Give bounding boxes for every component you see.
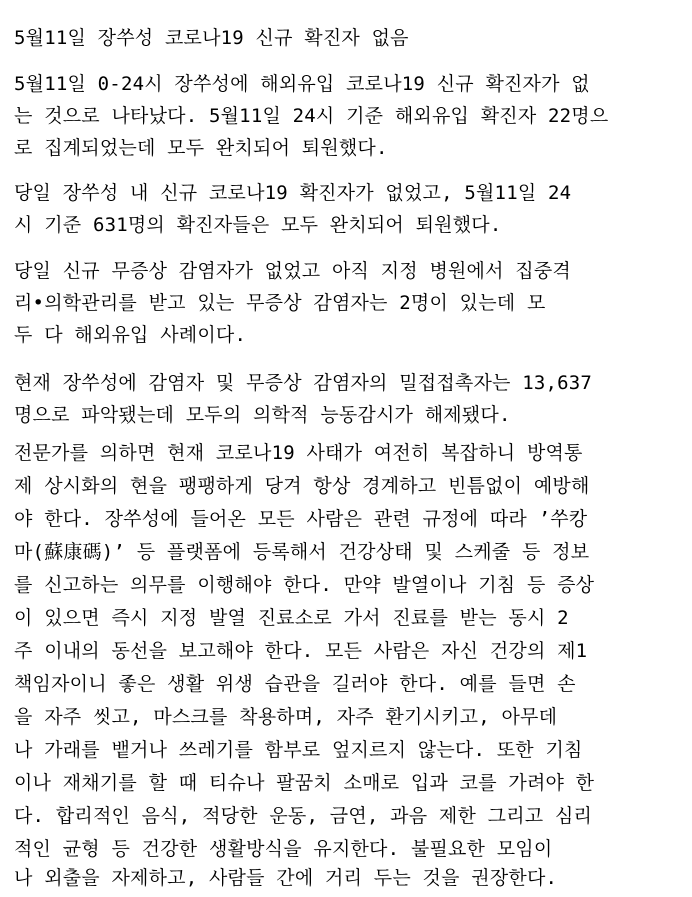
paragraph-line: 현재 장쑤성에 감염자 및 무증상 감염자의 밀접접촉자는 13,637 xyxy=(14,372,593,394)
paragraph-line: 나 가래를 뱉거나 쓰레기를 함부로 엎지르지 않는다. 또한 기침 xyxy=(14,739,583,761)
paragraph-line: 제 상시화의 현을 팽팽하게 당겨 항상 경계하고 빈틈없이 예방해 xyxy=(14,475,590,497)
paragraph-line: 시 기준 631명의 확진자들은 모두 완치되어 퇴원했다. xyxy=(14,214,502,236)
paragraph-line: 두 다 해외유입 사례이다. xyxy=(14,324,247,346)
paragraph-line: 명으로 파악됐는데 모두의 의학적 능동감시가 해제됐다. xyxy=(14,404,511,426)
paragraph-line: 를 신고하는 의무를 이행해야 한다. 만약 발열이나 기침 등 증상 xyxy=(14,574,595,596)
paragraph-line: 로 집계되었는데 모두 완치되어 퇴원했다. xyxy=(14,137,388,159)
paragraph-line: 이나 재채기를 할 때 티슈나 팔꿈치 소매로 입과 코를 가려야 한 xyxy=(14,772,595,794)
paragraph-line: 야 한다. 장쑤성에 들어온 모든 사람은 관련 규정에 따라 ’쑤캉 xyxy=(14,508,588,530)
paragraph-line: 마(蘇康碼)’ 등 플랫폼에 등록해서 건강상태 및 스케줄 등 정보 xyxy=(14,541,590,563)
paragraph-line: 적인 균형 등 건강한 생활방식을 유지한다. 불필요한 모임이 xyxy=(14,838,553,860)
paragraph-line: 는 것으로 나타났다. 5월11일 24시 기준 해외유입 확진자 22명으 xyxy=(14,105,609,127)
paragraph-line: 리•의학관리를 받고 있는 무증상 감염자는 2명이 있는데 모 xyxy=(14,292,546,314)
paragraph-line: 나 외출을 자제하고, 사람들 간에 거리 두는 것을 권장한다. xyxy=(14,867,558,889)
paragraph-line: 5월11일 0-24시 장쑤성에 해외유입 코로나19 신규 확진자가 없 xyxy=(14,73,590,95)
paragraph-line: 이 있으면 즉시 지정 발열 진료소로 가서 진료를 받는 동시 2 xyxy=(14,607,569,629)
paragraph-line: 다. 합리적인 음식, 적당한 운동, 금연, 과음 제한 그리고 심리 xyxy=(14,805,593,827)
paragraph-line: 주 이내의 동선을 보고해야 한다. 모든 사람은 자신 건강의 제1 xyxy=(14,640,588,662)
paragraph-line: 책임자이니 좋은 생활 위생 습관을 길러야 한다. 예를 들면 손 xyxy=(14,673,576,695)
paragraph-line: 을 자주 씻고, 마스크를 착용하며, 자주 환기시키고, 아무데 xyxy=(14,706,558,728)
paragraph-line: 당일 신규 무증상 감염자가 없었고 아직 지정 병원에서 집중격 xyxy=(14,260,571,282)
paragraph-line: 전문가를 의하면 현재 코로나19 사태가 여전히 복잡하니 방역통 xyxy=(14,442,583,464)
article-title: 5월11일 장쑤성 코로나19 신규 확진자 없음 xyxy=(14,27,409,49)
paragraph-line: 당일 장쑤성 내 신규 코로나19 확진자가 없었고, 5월11일 24 xyxy=(14,182,572,204)
